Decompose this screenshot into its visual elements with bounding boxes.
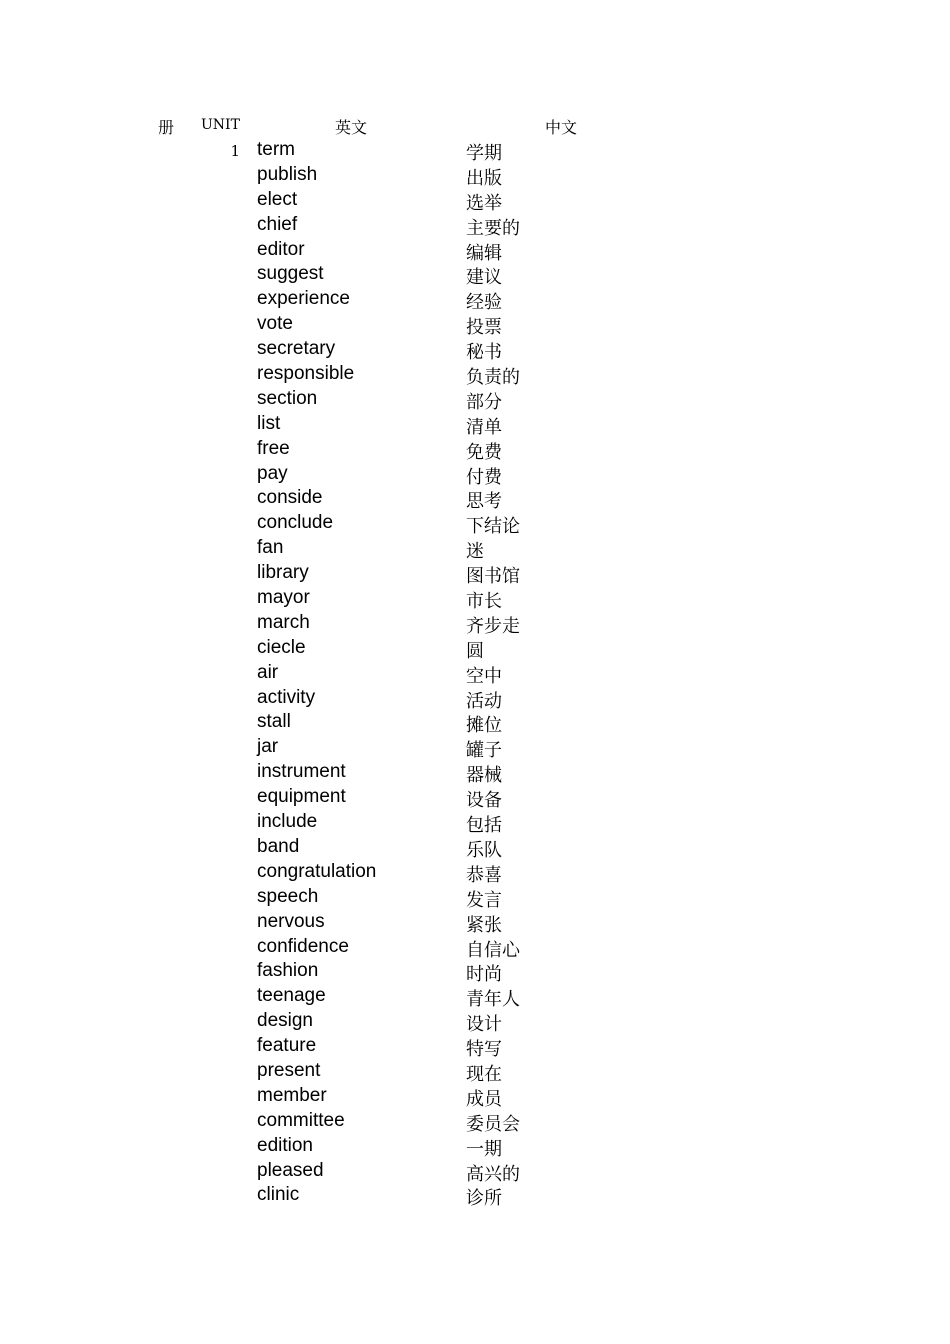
word-row — [0, 985, 950, 1010]
chinese-meaning: 乐队 — [466, 839, 502, 861]
english-word: equipment — [257, 786, 346, 808]
word-row — [0, 1160, 950, 1185]
word-row — [0, 263, 950, 288]
word-row — [0, 388, 950, 413]
word-row — [0, 1085, 950, 1110]
chinese-meaning: 器械 — [466, 765, 502, 787]
english-word: include — [257, 811, 318, 833]
english-word: publish — [257, 163, 318, 185]
word-row — [0, 711, 950, 736]
chinese-meaning: 一期 — [466, 1138, 502, 1160]
english-word: congratulation — [257, 860, 377, 882]
word-row — [0, 811, 950, 836]
english-word: committee — [257, 1109, 345, 1131]
english-word: responsible — [257, 363, 355, 385]
english-word: fan — [257, 537, 284, 559]
word-row — [0, 164, 950, 189]
chinese-meaning: 时尚 — [466, 964, 502, 986]
chinese-meaning: 主要的 — [466, 217, 520, 239]
word-row — [0, 1110, 950, 1135]
english-word: jar — [257, 736, 279, 758]
word-row — [0, 313, 950, 338]
chinese-meaning: 设备 — [466, 790, 502, 812]
word-row — [0, 438, 950, 463]
word-row — [0, 139, 950, 164]
chinese-meaning: 免费 — [466, 441, 502, 463]
english-word: speech — [257, 885, 319, 907]
word-row — [0, 562, 950, 587]
english-word: suggest — [257, 263, 324, 285]
header-row — [0, 115, 950, 139]
word-row — [0, 662, 950, 687]
chinese-meaning: 选举 — [466, 192, 502, 214]
word-row — [0, 936, 950, 961]
word-row — [0, 413, 950, 438]
english-word: stall — [257, 711, 291, 733]
word-row — [0, 338, 950, 363]
english-word: editor — [257, 238, 305, 260]
english-word: band — [257, 835, 300, 857]
word-row — [0, 537, 950, 562]
english-word: present — [257, 1059, 321, 1081]
chinese-meaning: 诊所 — [466, 1188, 502, 1210]
english-word: edition — [257, 1134, 313, 1156]
english-word: chief — [257, 213, 298, 235]
word-row — [0, 1010, 950, 1035]
chinese-meaning: 自信心 — [466, 939, 520, 961]
english-word: ciecle — [257, 636, 306, 658]
word-row — [0, 512, 950, 537]
chinese-meaning: 经验 — [466, 292, 502, 314]
english-word: section — [257, 387, 318, 409]
english-word: vote — [257, 313, 293, 335]
english-word: confidence — [257, 935, 349, 957]
chinese-meaning: 活动 — [466, 690, 502, 712]
english-word: library — [257, 562, 309, 584]
chinese-meaning: 青年人 — [466, 989, 520, 1011]
english-word: design — [257, 1010, 313, 1032]
chinese-meaning: 罐子 — [466, 740, 502, 762]
chinese-meaning: 摊位 — [466, 715, 502, 737]
chinese-meaning: 付费 — [466, 466, 502, 488]
word-row — [0, 911, 950, 936]
english-word: air — [257, 661, 279, 683]
header-volume: 册 — [158, 118, 175, 137]
english-word: free — [257, 437, 290, 459]
word-row — [0, 587, 950, 612]
word-row — [0, 463, 950, 488]
chinese-meaning: 建议 — [466, 267, 502, 289]
word-row — [0, 960, 950, 985]
header-unit: UNIT — [201, 117, 240, 133]
word-row — [0, 761, 950, 786]
chinese-meaning: 清单 — [466, 416, 502, 438]
word-row — [0, 612, 950, 637]
chinese-meaning: 圆 — [466, 640, 484, 662]
chinese-meaning: 负责的 — [466, 367, 520, 389]
english-word: activity — [257, 686, 316, 708]
chinese-meaning: 部分 — [466, 391, 502, 413]
word-row — [0, 1184, 950, 1209]
chinese-meaning: 下结论 — [466, 516, 520, 538]
english-word: term — [257, 139, 295, 160]
english-word: clinic — [257, 1184, 300, 1206]
english-word: list — [257, 412, 281, 434]
english-word: secretary — [257, 338, 336, 360]
chinese-meaning: 学期 — [466, 143, 502, 164]
chinese-meaning: 投票 — [466, 317, 502, 339]
english-word: pay — [257, 462, 288, 484]
word-row — [0, 1135, 950, 1160]
chinese-meaning: 迷 — [466, 541, 484, 563]
chinese-meaning: 现在 — [466, 1063, 502, 1085]
word-row — [0, 214, 950, 239]
english-word: member — [257, 1084, 327, 1106]
chinese-meaning: 委员会 — [466, 1113, 520, 1135]
word-row — [0, 1035, 950, 1060]
chinese-meaning: 发言 — [466, 889, 502, 911]
word-row — [0, 736, 950, 761]
english-word: pleased — [257, 1159, 324, 1181]
english-word: march — [257, 611, 310, 633]
word-row — [0, 288, 950, 313]
chinese-meaning: 设计 — [466, 1014, 502, 1036]
english-word: conclude — [257, 512, 334, 534]
word-row — [0, 786, 950, 811]
chinese-meaning: 包括 — [466, 815, 502, 837]
chinese-meaning: 高兴的 — [466, 1163, 520, 1185]
english-word: instrument — [257, 761, 346, 783]
chinese-meaning: 恭喜 — [466, 864, 502, 886]
header-chinese: 中文 — [545, 118, 578, 137]
unit-number: 1 — [230, 142, 240, 160]
word-row — [0, 687, 950, 712]
word-row — [0, 886, 950, 911]
word-row — [0, 861, 950, 886]
word-row — [0, 487, 950, 512]
chinese-meaning: 市长 — [466, 591, 502, 613]
chinese-meaning: 图书馆 — [466, 566, 520, 588]
chinese-meaning: 思考 — [466, 491, 502, 513]
english-word: nervous — [257, 910, 325, 932]
chinese-meaning: 空中 — [466, 665, 502, 687]
chinese-meaning: 出版 — [466, 167, 502, 189]
chinese-meaning: 成员 — [466, 1088, 502, 1110]
english-word: elect — [257, 188, 298, 210]
english-word: teenage — [257, 985, 326, 1007]
english-word: feature — [257, 1035, 317, 1057]
english-word: conside — [257, 487, 323, 509]
word-list — [0, 139, 950, 1209]
chinese-meaning: 秘书 — [466, 342, 502, 364]
chinese-meaning: 齐步走 — [466, 615, 520, 637]
chinese-meaning: 编辑 — [466, 242, 502, 264]
header-english: 英文 — [335, 118, 368, 137]
word-row — [0, 189, 950, 214]
chinese-meaning: 特写 — [466, 1039, 502, 1061]
english-word: mayor — [257, 587, 310, 609]
english-word: experience — [257, 288, 350, 310]
chinese-meaning: 紧张 — [466, 914, 502, 936]
english-word: fashion — [257, 960, 319, 982]
word-row — [0, 1060, 950, 1085]
word-row — [0, 637, 950, 662]
word-row — [0, 239, 950, 264]
word-row — [0, 363, 950, 388]
word-row — [0, 836, 950, 861]
